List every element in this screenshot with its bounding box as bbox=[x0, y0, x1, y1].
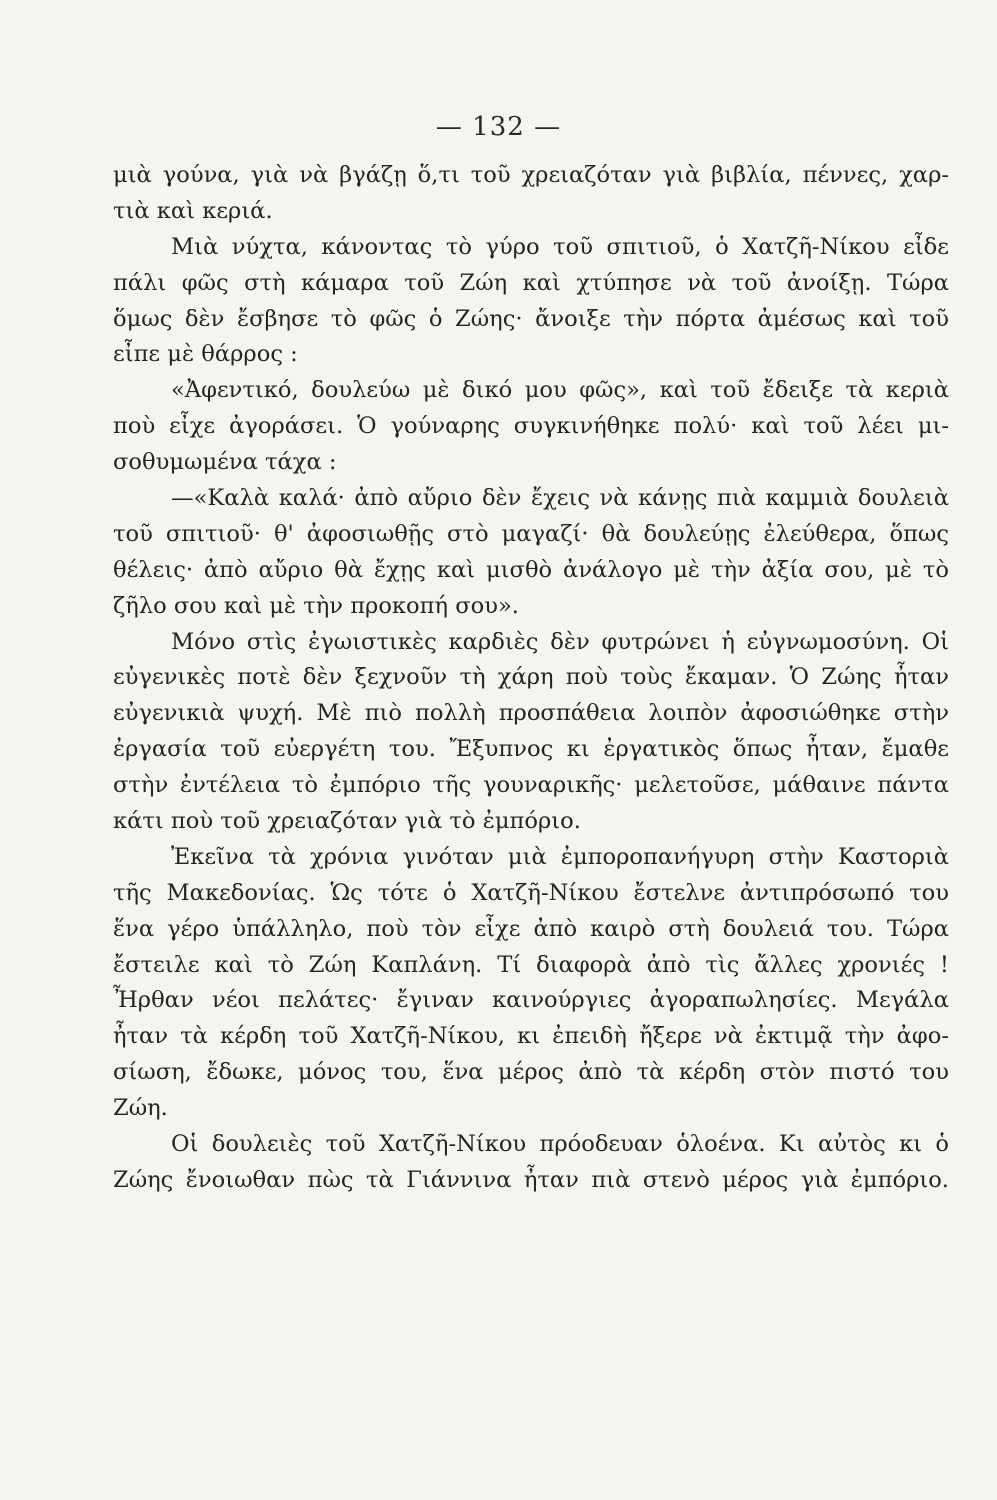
text-line: τοῦ σπιτιοῦ· θ' ἀφοσιωθῇς στὸ μαγαζί· θὰ δουλεύῃς ἐλεύθερα, ὅπως bbox=[113, 520, 949, 547]
text-line: Ζώη. bbox=[113, 1095, 168, 1122]
text-line: Μόνο στὶς ἐγωιστικὲς καρδιὲς δὲν φυτρώνει ἡ εὐγνωμοσύνη. Οἱ bbox=[171, 628, 949, 655]
text-line: στὴν ἐντέλεια τὸ ἐμπόριο τῆς γουναρικῆς· μελετοῦσε, μάθαινε πάντα bbox=[113, 772, 949, 799]
text-line: ἔστειλε καὶ τὸ Ζώη Καπλάνη. Τί διαφορὰ ἀπὸ τὶς ἄλλες χρονιές ! bbox=[113, 951, 949, 978]
text-line: ἐργασία τοῦ εὐεργέτη του. Ἔξυπνος κι ἐργατικὸς ὅπως ἦταν, ἔμαθε bbox=[113, 736, 949, 763]
text-line: Μιὰ νύχτα, κάνοντας τὸ γύρο τοῦ σπιτιοῦ, ὁ Χατζῆ-Νίκου εἶδε bbox=[171, 233, 949, 260]
text-line: Ἐκεῖνα τὰ χρόνια γινόταν μιὰ ἐμποροπανήγυρη στὴν Καστοριὰ bbox=[171, 843, 949, 870]
text-line: κάτι ποὺ τοῦ χρειαζόταν γιὰ τὸ ἐμπόριο. bbox=[113, 808, 581, 835]
text-line: ὅμως δὲν ἔσβησε τὸ φῶς ὁ Ζώης· ἄνοιξε τὴν πόρτα ἀμέσως καὶ τοῦ bbox=[113, 305, 949, 332]
body-text bbox=[113, 158, 949, 1199]
text-line: ἦταν τὰ κέρδη τοῦ Χατζῆ-Νίκου, κι ἐπειδὴ ἤξερε νὰ ἐκτιμᾷ τὴν ἀφο- bbox=[113, 1023, 949, 1050]
text-line: ποὺ εἶχε ἀγοράσει. Ὁ γούναρης συγκινήθηκε πολύ· καὶ τοῦ λέει μι- bbox=[113, 413, 949, 440]
text-line: εὐγενικιὰ ψυχή. Μὲ πιὸ πολλὴ προσπάθεια λοιπὸν ἀφοσιώθηκε στὴν bbox=[113, 700, 949, 727]
text-line: —«Καλὰ καλά· ἀπὸ αὔριο δὲν ἔχεις νὰ κάνῃς πιὰ καμμιὰ δουλειὰ bbox=[171, 485, 949, 512]
text-line: θέλεις· ἀπὸ αὔριο θὰ ἔχῃς καὶ μισθὸ ἀνάλογο μὲ τὴν ἀξία σου, μὲ τὸ bbox=[113, 556, 949, 583]
text-line: «Ἀφεντικό, δουλεύω μὲ δικό μου φῶς», καὶ τοῦ ἔδειξε τὰ κεριὰ bbox=[171, 377, 949, 404]
text-line: πάλι φῶς στὴ κάμαρα τοῦ Ζώη καὶ χτύπησε νὰ τοῦ ἀνοίξῃ. Τώρα bbox=[113, 269, 949, 296]
text-line: Ἦρθαν νέοι πελάτες· ἔγιναν καινούργιες ἀγοραπωλησίες. Μεγάλα bbox=[113, 987, 949, 1014]
text-line: σοθυμωμένα τάχα : bbox=[113, 449, 337, 476]
text-line: Ζώης ἔνοιωθαν πὼς τὰ Γιάννινα ἦταν πιὰ στενὸ μέρος γιὰ ἐμπόριο. bbox=[113, 1166, 949, 1193]
text-line: ζῆλο σου καὶ μὲ τὴν προκοπή σου». bbox=[113, 592, 519, 619]
text-line: τιὰ καὶ κεριά. bbox=[113, 197, 273, 224]
text-line: σίωση, ἔδωκε, μόνος του, ἕνα μέρος ἀπὸ τὰ κέρδη στὸν πιστό του bbox=[113, 1059, 949, 1086]
text-line: μιὰ γούνα, γιὰ νὰ βγάζῃ ὅ,τι τοῦ χρειαζόταν γιὰ βιβλία, πέννες, χαρ- bbox=[113, 162, 949, 188]
text-line: τῆς Μακεδονίας. Ὡς τότε ὁ Χατζῆ-Νίκου ἔστελνε ἀντιπρόσωπό του bbox=[113, 879, 949, 906]
text-line: Οἱ δουλειὲς τοῦ Χατζῆ-Νίκου πρόοδευαν ὁλοένα. Κι αὐτὸς κι ὁ bbox=[171, 1131, 949, 1158]
text-line: ἕνα γέρο ὑπάλληλο, ποὺ τὸν εἶχε ἀπὸ καιρὸ στὴ δουλειά του. Τώρα bbox=[113, 915, 949, 942]
text-line: εἶπε μὲ θάρρος : bbox=[113, 341, 298, 368]
page-number: — 132 — bbox=[435, 112, 562, 142]
text-line: εὐγενικὲς ποτὲ δὲν ξεχνοῦν τὴ χάρη ποὺ τοὺς ἔκαμαν. Ὁ Ζώης ἦταν bbox=[113, 664, 949, 691]
